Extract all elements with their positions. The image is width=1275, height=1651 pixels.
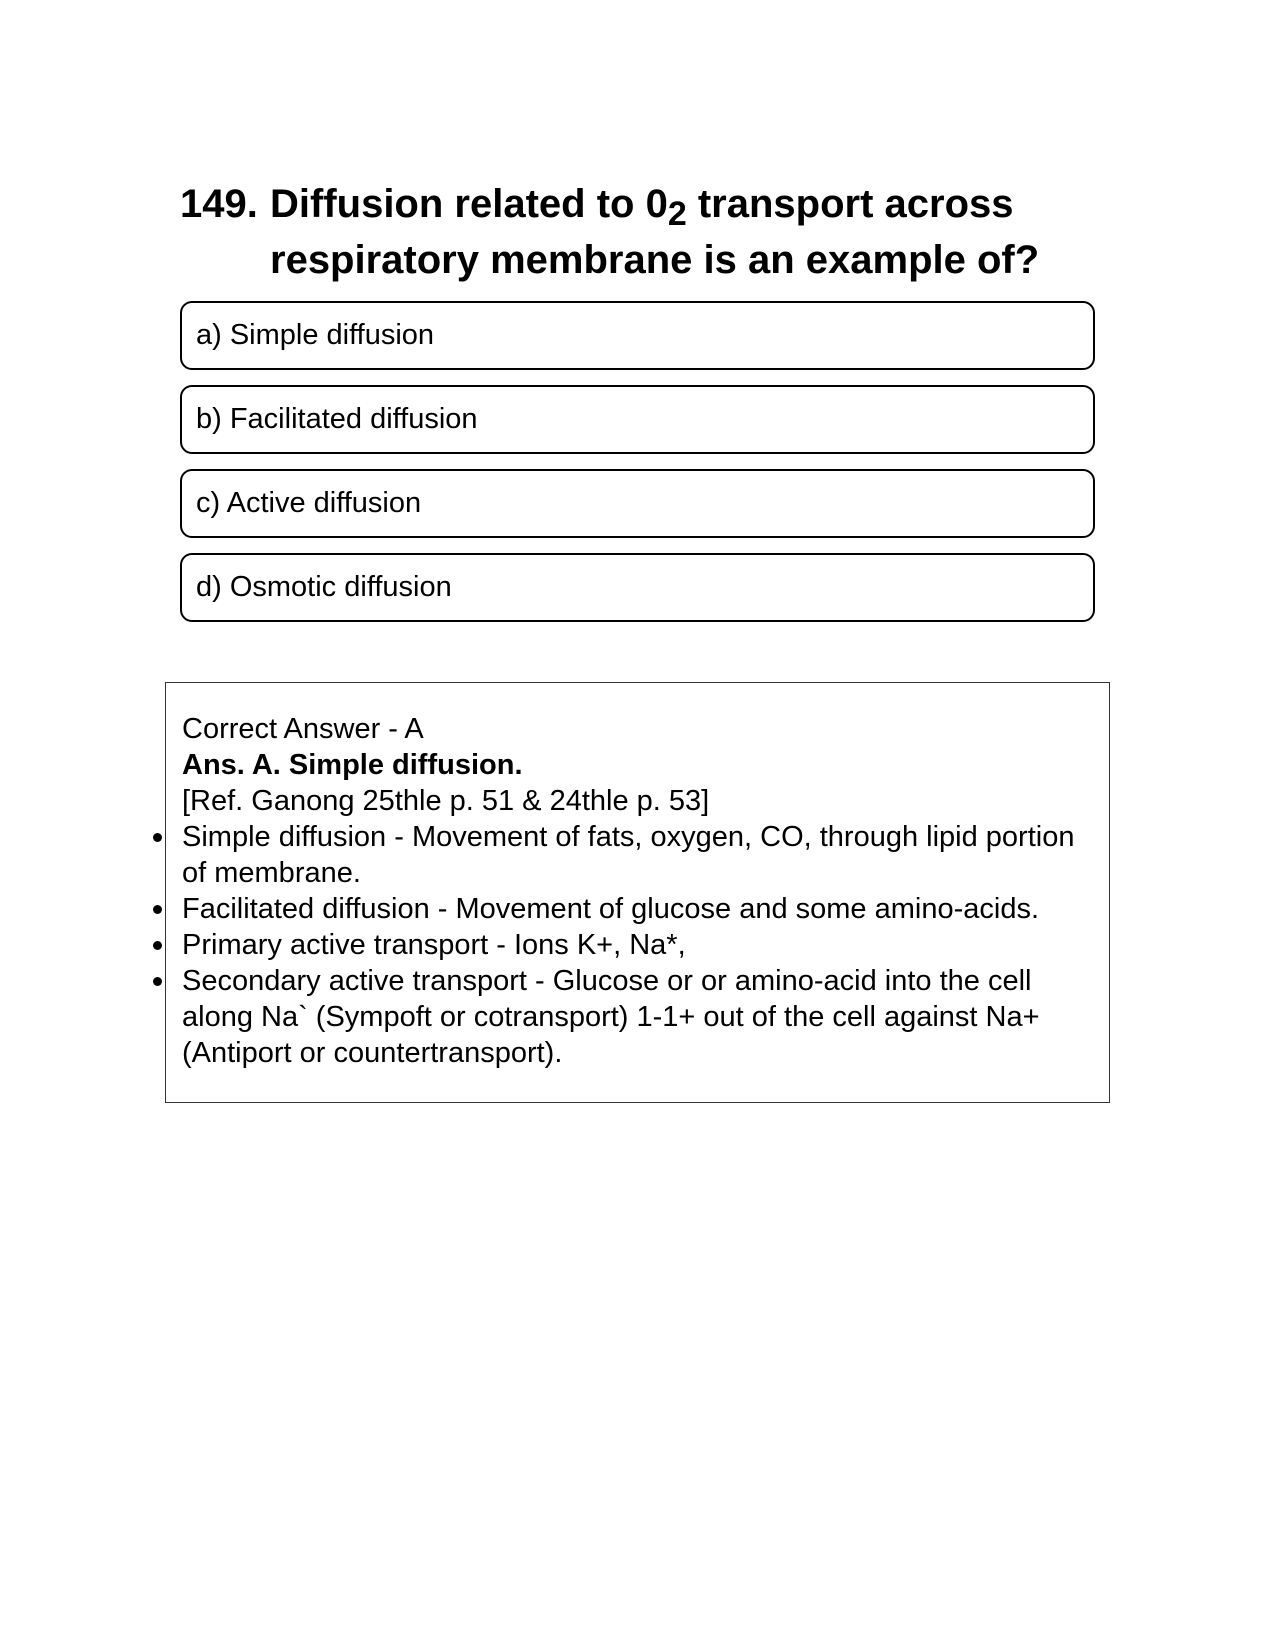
answer-heading: Ans. A. Simple diffusion.: [182, 749, 523, 781]
explanation-item: Facilitated diffusion - Movement of glucose and some amino-acids.: [182, 891, 1092, 927]
explanation-item: Primary active transport - Ions K+, Na*,: [182, 927, 1092, 963]
question-text-start: Diffusion related to 0: [270, 182, 668, 226]
explanation-item: Secondary active transport - Glucose or or amino-acid into the cell along Na` (Sympoft or cotransport) 1-1+ out of the cell against Na+ (Antiport or countertransport).: [182, 963, 1092, 1071]
question-text-end: transport across respiratory membrane is an example of?: [270, 182, 1040, 282]
option-c[interactable]: c) Active diffusion: [180, 469, 1095, 538]
question-subscript: 2: [667, 195, 687, 233]
options-list: [180, 301, 1095, 637]
explanation-item: Simple diffusion - Movement of fats, oxygen, CO, through lipid portion of membrane.: [182, 819, 1092, 891]
explanation-list: [182, 819, 1092, 1071]
answer-content: [182, 711, 1092, 1071]
option-d[interactable]: d) Osmotic diffusion: [180, 553, 1095, 622]
answer-reference: [Ref. Ganong 25thle p. 51 & 24thle p. 53]: [182, 785, 710, 817]
question-number: 149.: [180, 182, 258, 226]
question-text: [270, 176, 1100, 288]
option-a[interactable]: a) Simple diffusion: [180, 301, 1095, 370]
question: [180, 176, 1100, 288]
answer-explanation-box: [165, 682, 1110, 1103]
correct-answer-line: Correct Answer - A: [182, 713, 424, 745]
option-b[interactable]: b) Facilitated diffusion: [180, 385, 1095, 454]
